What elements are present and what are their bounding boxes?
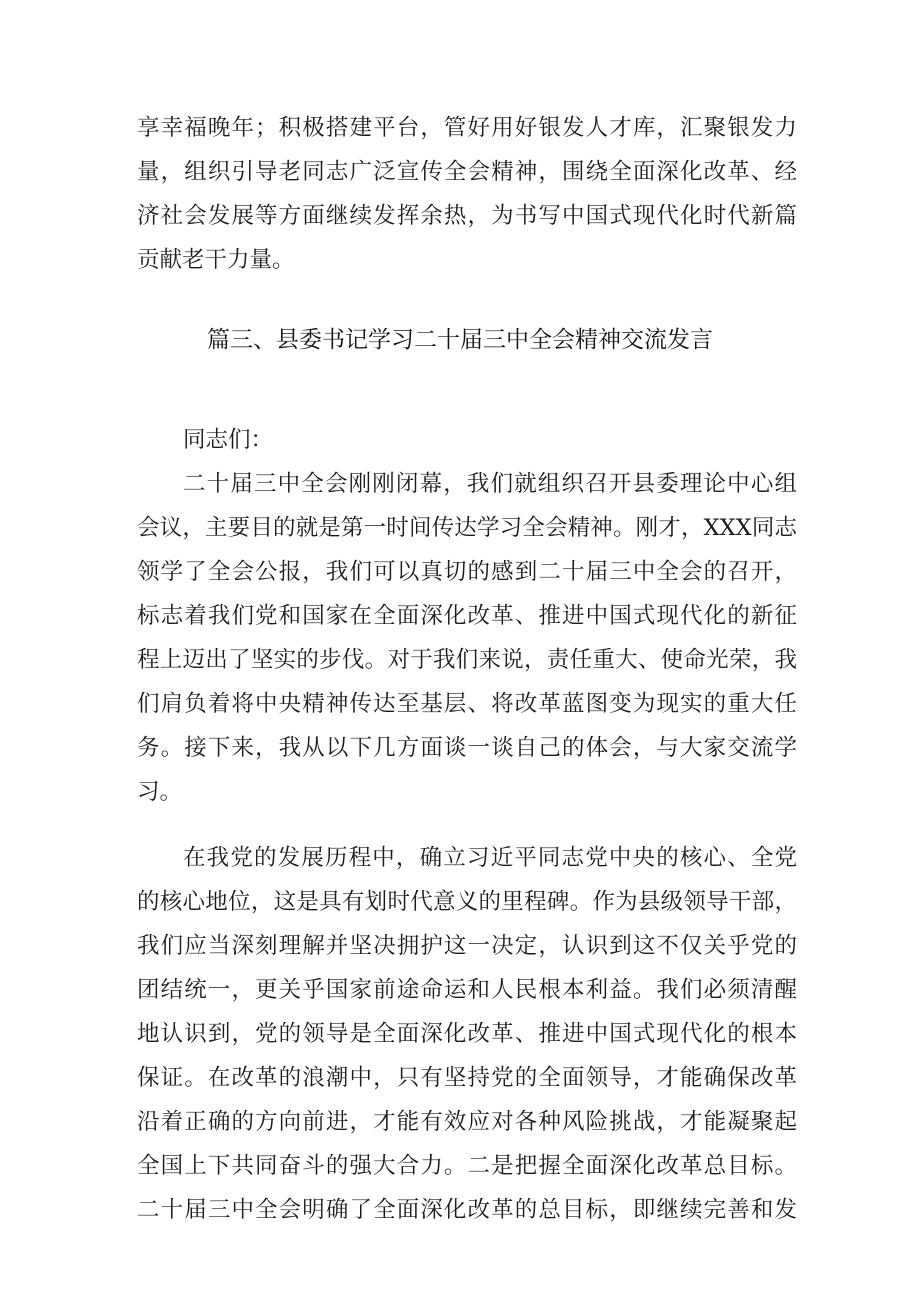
intro-line: 贡献老干力量。: [137, 247, 295, 273]
paragraph-line: 二十届三中全会明确了全面深化改革的总目标，即继续完善和发: [137, 1197, 797, 1223]
intro-line: 享幸福晚年；积极搭建平台，管好用好银发人才库，汇聚银发力: [137, 115, 797, 141]
paragraph-line: 领学了全会公报，我们可以真切的感到二十届三中全会的召开，: [137, 559, 797, 585]
section-title: 篇三、县委书记学习二十届三中全会精神交流发言: [207, 327, 713, 353]
paragraph-line: 团结统一，更关乎国家前途命运和人民根本利益。我们必须清醒: [137, 977, 797, 1003]
paragraph-line: 们肩负着将中央精神传达至基层、将改革蓝图变为现实的重大任: [137, 691, 797, 717]
paragraph-line: 在我党的发展历程中，确立习近平同志党中央的核心、全党: [183, 845, 797, 871]
paragraph-line: 习。: [137, 779, 183, 805]
intro-line: 济社会发展等方面继续发挥余热，为书写中国式现代化时代新篇: [137, 203, 797, 229]
paragraph-line: 标志着我们党和国家在全面深化改革、推进中国式现代化的新征: [137, 603, 797, 629]
paragraph-line: 二十届三中全会刚刚闭幕，我们就组织召开县委理论中心组: [183, 471, 797, 497]
paragraph-line: 保证。在改革的浪潮中，只有坚持党的全面领导，才能确保改革: [137, 1065, 797, 1091]
paragraph-line: 会议，主要目的就是第一时间传达学习全会精神。刚才，XXX同志: [137, 515, 797, 541]
paragraph-line: 务。接下来，我从以下几方面谈一谈自己的体会，与大家交流学: [137, 735, 797, 761]
paragraph-line: 程上迈出了坚实的步伐。对于我们来说，责任重大、使命光荣，我: [137, 647, 797, 673]
paragraph-line: 的核心地位，这是具有划时代意义的里程碑。作为县级领导干部，: [137, 889, 797, 915]
intro-line: 量，组织引导老同志广泛宣传全会精神，围绕全面深化改革、经: [137, 159, 797, 185]
paragraph-line: 地认识到，党的领导是全面深化改革、推进中国式现代化的根本: [137, 1021, 797, 1047]
salutation: 同志们：: [183, 427, 274, 453]
paragraph-line: 我们应当深刻理解并坚决拥护这一决定，认识到这不仅关乎党的: [137, 933, 797, 959]
paragraph-line: 全国上下共同奋斗的强大合力。二是把握全面深化改革总目标。: [137, 1153, 797, 1179]
paragraph-line: 沿着正确的方向前进，才能有效应对各种风险挑战，才能凝聚起: [137, 1109, 797, 1135]
